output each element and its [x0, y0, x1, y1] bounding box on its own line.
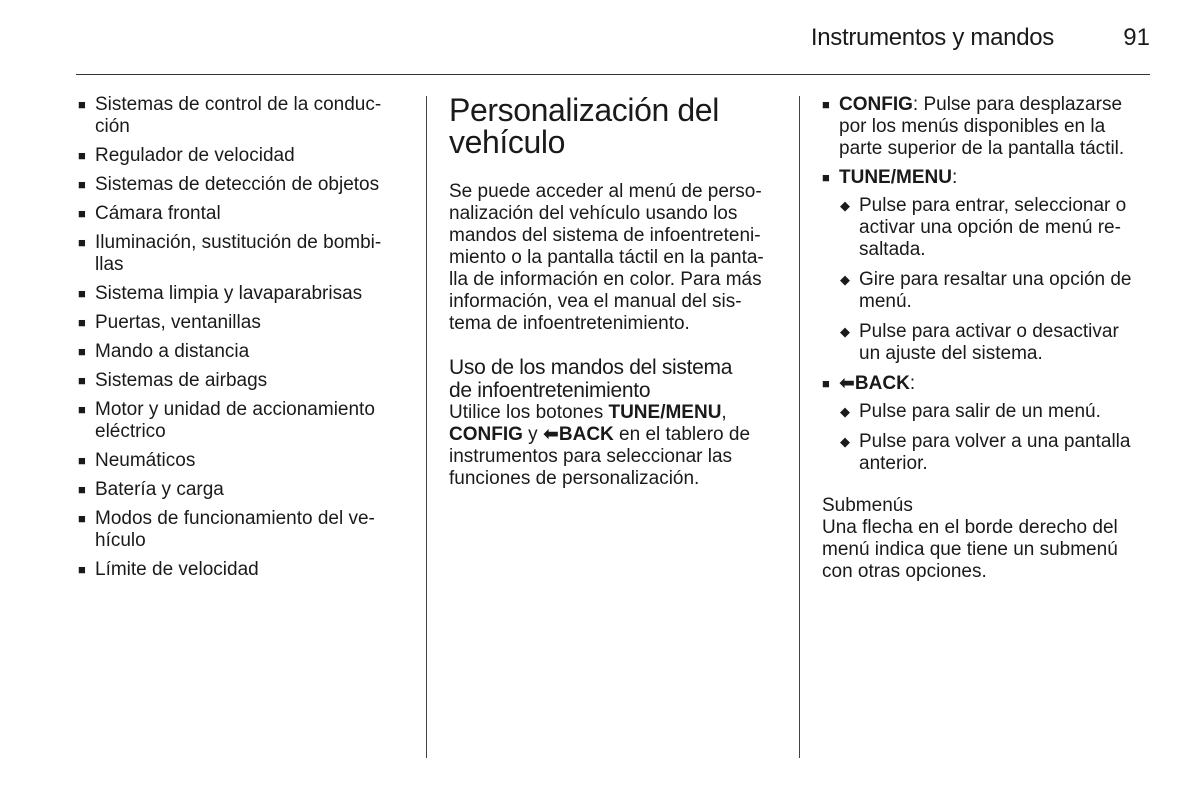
- config-label: CONFIG: [449, 424, 523, 445]
- square-bullet-icon: ■: [822, 170, 830, 185]
- column-2: [449, 94, 782, 490]
- square-bullet-icon: ■: [78, 177, 86, 192]
- controls-paragraph: Utilice los botones TUNE/MENU, CONFIG y ⬅BACK en el tablero de instrumentos para seleccionar las funciones de personalización.: [449, 402, 751, 489]
- square-bullet-icon: ■: [822, 376, 830, 391]
- square-bullet-icon: ■: [78, 511, 86, 526]
- list-item: ◆ Pulse para salir de un menú.: [840, 401, 1101, 422]
- list-item: ■ Límite de velocidad: [78, 559, 259, 580]
- list-item: ■ Regulador de velocidad: [78, 145, 295, 166]
- square-bullet-icon: ■: [822, 97, 830, 112]
- systems-list: [78, 94, 408, 581]
- list-item: ■ Sistemas de detección de objetos: [78, 174, 380, 195]
- list-item: ■ Modos de funcionamiento del ve- hículo: [78, 508, 375, 551]
- header-divider: [76, 74, 1150, 75]
- column-3: [822, 94, 1154, 583]
- square-bullet-icon: ■: [78, 148, 86, 163]
- diamond-bullet-icon: ◆: [840, 272, 850, 287]
- square-bullet-icon: ■: [78, 453, 86, 468]
- square-bullet-icon: ■: [78, 373, 86, 388]
- section-heading: Personalización del vehículo: [449, 92, 719, 160]
- header-title: Instrumentos y mandos: [810, 24, 1054, 51]
- square-bullet-icon: ■: [78, 286, 86, 301]
- diamond-bullet-icon: ◆: [840, 434, 850, 449]
- diamond-bullet-icon: ◆: [840, 324, 850, 339]
- column-divider-2: [799, 96, 800, 758]
- list-item: ■ Batería y carga: [78, 479, 224, 500]
- list-item: ■ Neumáticos: [78, 450, 196, 471]
- square-bullet-icon: ■: [78, 315, 86, 330]
- list-item: ■ Cámara frontal: [78, 203, 221, 224]
- tune-menu-item: ■ TUNE/MENU:: [822, 167, 958, 188]
- back-label: ⬅BACK: [542, 424, 614, 445]
- list-item: ■ Sistemas de airbags: [78, 370, 268, 391]
- config-item: ■ CONFIG: Pulse para desplazarse por los menús disponibles en la parte superior de la pantalla táctil.: [822, 94, 1125, 159]
- square-bullet-icon: ■: [78, 344, 86, 359]
- square-bullet-icon: ■: [78, 206, 86, 221]
- square-bullet-icon: ■: [78, 482, 86, 497]
- tune-subitems: [840, 195, 1154, 365]
- diamond-bullet-icon: ◆: [840, 404, 850, 419]
- list-item: ◆ Pulse para activar o desactivar un ajuste del sistema.: [840, 321, 1119, 364]
- column-divider-1: [426, 96, 427, 758]
- back-list: [822, 373, 1154, 395]
- list-item: ◆ Pulse para entrar, seleccionar o activar una opción de menú re- saltada.: [840, 195, 1127, 260]
- square-bullet-icon: ■: [78, 235, 86, 250]
- list-item: ■ Iluminación, sustitución de bombi- llas: [78, 232, 382, 275]
- square-bullet-icon: ■: [78, 97, 86, 112]
- page-number: 91: [1123, 24, 1150, 51]
- list-item: ■ Sistema limpia y lavaparabrisas: [78, 283, 363, 304]
- list-item: ◆ Pulse para volver a una pantalla anterior.: [840, 431, 1131, 474]
- list-item: ■ Motor y unidad de accionamiento eléctrico: [78, 399, 375, 442]
- list-item: ■ Mando a distancia: [78, 341, 250, 362]
- subsection-heading: Uso de los mandos del sistema de infoentretenimiento: [449, 356, 733, 402]
- list-item: ■ Puertas, ventanillas: [78, 312, 261, 333]
- list-item: ◆ Gire para resaltar una opción de menú.: [840, 269, 1132, 312]
- back-subitems: [840, 401, 1154, 475]
- intro-paragraph: Se puede acceder al menú de perso- nalización del vehículo usando los mandos del sistema de infoentreteni- miento o la pantalla táctil en la panta- lla de información en color. Para más información, vea el manual del sis- tema de infoentretenimiento.: [449, 181, 764, 334]
- back-item: ■ ⬅BACK:: [822, 373, 916, 394]
- controls-list: [822, 94, 1154, 189]
- submenus-paragraph: Una flecha en el borde derecho del menú indica que tiene un submenú con otras opciones.: [822, 517, 1118, 582]
- square-bullet-icon: ■: [78, 562, 86, 577]
- submenus-heading: Submenús: [822, 495, 913, 516]
- square-bullet-icon: ■: [78, 402, 86, 417]
- tune-menu-label: TUNE/MENU: [608, 402, 722, 423]
- list-item: ■ Sistemas de control de la conduc- ción: [78, 94, 382, 137]
- diamond-bullet-icon: ◆: [840, 198, 850, 213]
- column-1: [78, 94, 408, 588]
